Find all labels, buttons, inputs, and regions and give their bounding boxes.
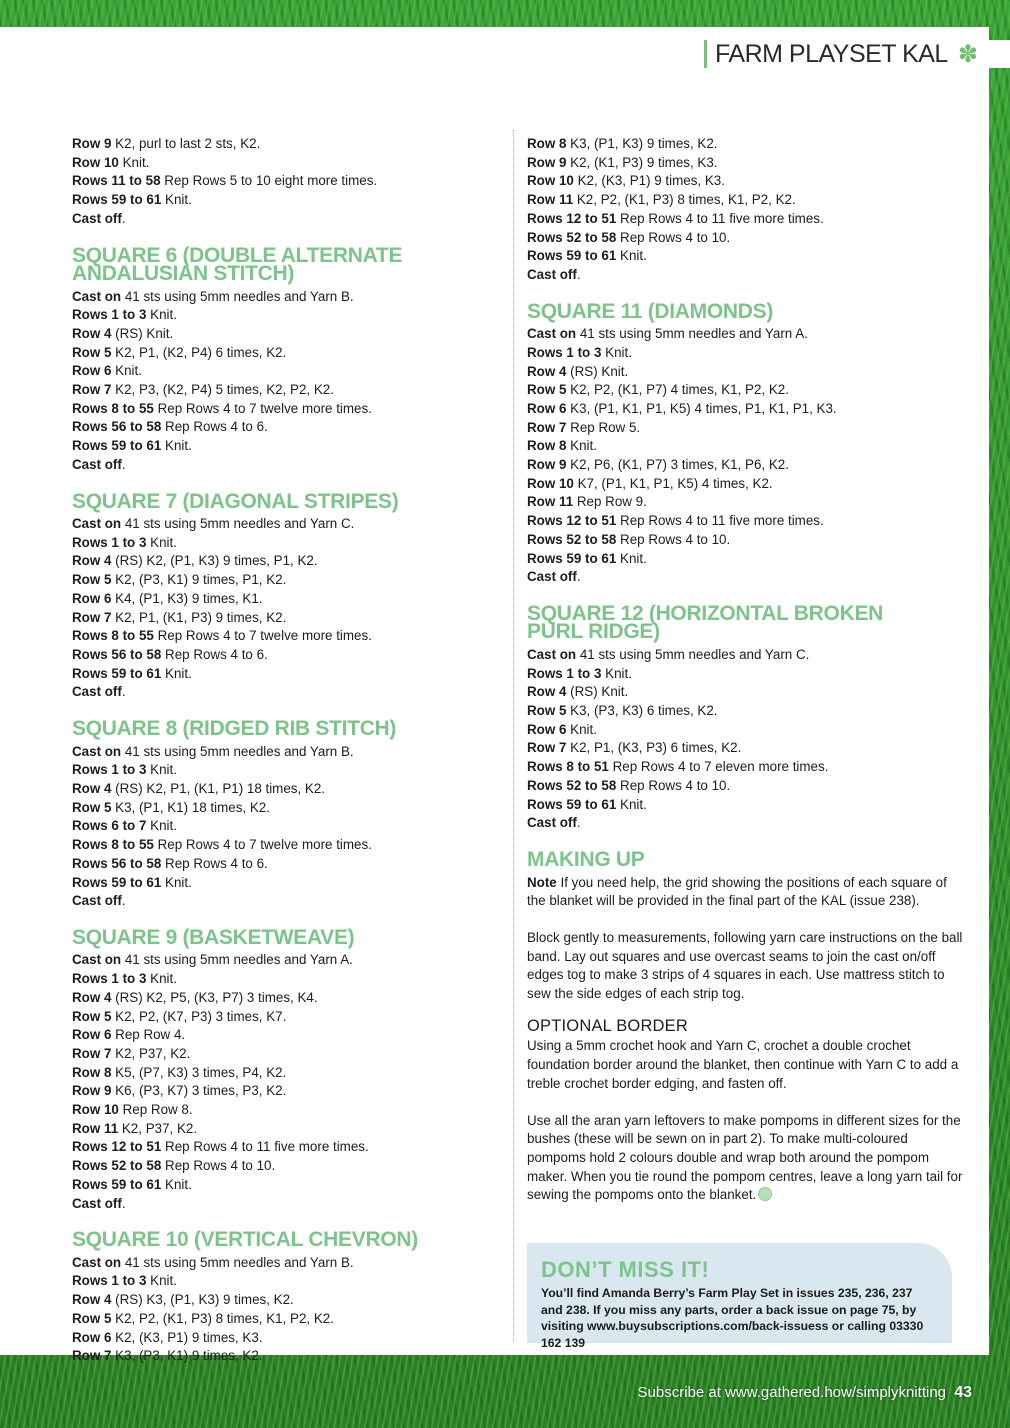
paragraph bbox=[527, 929, 967, 1004]
instruction-label: Rows 59 to 61 bbox=[72, 874, 162, 890]
column-divider bbox=[513, 130, 514, 1342]
instruction-label: Rows 1 to 3 bbox=[72, 534, 147, 550]
instruction-label: Row 10 bbox=[72, 1102, 119, 1118]
instruction-line bbox=[72, 534, 497, 553]
instruction-line bbox=[72, 780, 497, 799]
instruction-text: K6, (P3, K7) 3 times, P3, K2. bbox=[111, 1083, 287, 1099]
instruction-line bbox=[72, 1064, 497, 1083]
instruction-line bbox=[527, 456, 967, 475]
instruction-label: Cast off bbox=[527, 266, 577, 282]
instruction-label: Row 8 bbox=[72, 1064, 112, 1080]
instruction-text: Rep Rows 4 to 11 five more times. bbox=[161, 1139, 369, 1155]
instruction-text: K2, P1, (K3, P3) 6 times, K2. bbox=[566, 740, 742, 756]
instruction-label: Rows 12 to 51 bbox=[527, 210, 617, 226]
instruction-label: Rows 56 to 58 bbox=[72, 646, 162, 662]
section-heading: SQUARE 7 (DIAGONAL STRIPES) bbox=[72, 489, 399, 513]
paragraph-gap bbox=[527, 1094, 967, 1112]
instruction-text: Knit. bbox=[146, 534, 177, 550]
instruction-line bbox=[72, 306, 497, 325]
instruction-text: Block gently to measurements, following yarn care instructions on the ball band. Lay out squares and use overcast seams to join the cast on/off edges tog to make 3 strips of 4 squares in each. Use mattress stitch to sew the side edges of each strip tog. bbox=[527, 929, 963, 1002]
instruction-text: Knit. bbox=[146, 818, 177, 834]
page-footer bbox=[638, 1384, 972, 1402]
instruction-label: Rows 59 to 61 bbox=[72, 438, 162, 454]
instruction-text: Knit. bbox=[161, 874, 192, 890]
instruction-line bbox=[72, 288, 497, 307]
instruction-text: 41 sts using 5mm needles and Yarn C. bbox=[576, 646, 810, 662]
instruction-text: Knit. bbox=[601, 665, 632, 681]
section-header bbox=[704, 40, 1010, 68]
instruction-line bbox=[72, 515, 497, 534]
paragraph bbox=[527, 1037, 967, 1093]
instruction-line bbox=[72, 1254, 497, 1273]
instruction-text: . bbox=[121, 893, 126, 909]
instruction-text: K2, (K1, P3) 9 times, K3. bbox=[566, 154, 718, 170]
section-heading: SQUARE 10 (VERTICAL CHEVRON) bbox=[72, 1228, 418, 1252]
instruction-text: Knit. bbox=[566, 721, 597, 737]
instruction-label: Rows 1 to 3 bbox=[527, 344, 602, 360]
instruction-line bbox=[527, 531, 967, 550]
instruction-text: Rep Rows 4 to 7 twelve more times. bbox=[153, 837, 372, 853]
instruction-line bbox=[72, 799, 497, 818]
instruction-label: Row 7 bbox=[72, 382, 112, 398]
instruction-line bbox=[72, 646, 497, 665]
instruction-text: . bbox=[121, 1195, 126, 1211]
instruction-text: Knit. bbox=[146, 971, 177, 987]
instruction-line bbox=[72, 135, 497, 154]
instruction-label: Row 10 bbox=[72, 154, 119, 170]
instruction-line bbox=[72, 1138, 497, 1157]
instruction-text: Rep Rows 4 to 7 eleven more times. bbox=[608, 759, 829, 775]
instruction-line bbox=[527, 247, 967, 266]
instruction-label: Row 11 bbox=[527, 494, 574, 510]
callout-text: You’ll find Amanda Berry’s Farm Play Set in issues 235, 236, 237 and 238. If you miss any parts, order a back issue on page 75, by visiting www.buysubscriptions.com/back-issuess or calling 03330 162 139 bbox=[541, 1286, 924, 1350]
instruction-text: Knit. bbox=[118, 154, 150, 170]
instruction-line bbox=[527, 777, 967, 796]
instruction-text: K3, (P1, K1, P1, K5) 4 times, P1, K1, P1, K3. bbox=[566, 400, 837, 416]
section-heading: SQUARE 8 (RIDGED RIB STITCH) bbox=[72, 717, 397, 741]
instruction-line bbox=[527, 325, 967, 344]
instruction-label: Rows 12 to 51 bbox=[72, 1139, 162, 1155]
instruction-line bbox=[72, 154, 497, 173]
instruction-line bbox=[527, 796, 967, 815]
instruction-label: Cast off bbox=[72, 210, 122, 226]
instruction-label: Rows 8 to 51 bbox=[527, 759, 609, 775]
instruction-label: Rows 52 to 58 bbox=[527, 777, 617, 793]
instruction-label: Cast off bbox=[72, 1195, 122, 1211]
instruction-label: Row 5 bbox=[72, 344, 112, 360]
instruction-text: Knit. bbox=[161, 192, 192, 208]
instruction-line bbox=[72, 1310, 497, 1329]
instruction-text: K2, (P3, K1) 9 times, P1, K2. bbox=[111, 572, 287, 588]
instruction-label: Rows 52 to 58 bbox=[72, 1158, 162, 1174]
instruction-line bbox=[72, 344, 497, 363]
instruction-text: 41 sts using 5mm needles and Yarn B. bbox=[121, 1254, 354, 1270]
instruction-line bbox=[72, 418, 497, 437]
instruction-label: Row 4 bbox=[527, 363, 567, 379]
instruction-line bbox=[72, 874, 497, 893]
instruction-text: . bbox=[576, 266, 581, 282]
instruction-line bbox=[72, 1045, 497, 1064]
instruction-text: Knit. bbox=[161, 438, 192, 454]
instruction-line bbox=[527, 475, 967, 494]
instruction-text: Knit. bbox=[566, 438, 597, 454]
instruction-text: K2, P2, (K1, P7) 4 times, K1, P2, K2. bbox=[566, 382, 789, 398]
instruction-label: Row 6 bbox=[72, 1027, 112, 1043]
instruction-text: Rep Rows 4 to 10. bbox=[616, 777, 731, 793]
instruction-label: Row 9 bbox=[527, 457, 567, 473]
instruction-text: Rep Rows 4 to 6. bbox=[161, 855, 268, 871]
instruction-line bbox=[527, 739, 967, 758]
section-heading: SQUARE 11 (DIAMONDS) bbox=[527, 299, 774, 323]
instruction-label: Row 6 bbox=[527, 721, 567, 737]
instruction-text: If you need help, the grid showing the positions of each square of the blanket will be provided in the final part of the KAL (issue 238). bbox=[527, 874, 947, 909]
instruction-line bbox=[527, 381, 967, 400]
instruction-label: Row 7 bbox=[72, 1045, 112, 1061]
instruction-line bbox=[527, 550, 967, 569]
instruction-text: Rep Rows 4 to 10. bbox=[616, 229, 731, 245]
instruction-text: K2, P37, K2. bbox=[118, 1120, 198, 1136]
instruction-line bbox=[72, 743, 497, 762]
instruction-label: Rows 1 to 3 bbox=[72, 1273, 147, 1289]
footer-subscribe-text: Subscribe at www.gathered.how/simplyknitting bbox=[637, 1384, 947, 1401]
instruction-text: (RS) Knit. bbox=[566, 684, 629, 700]
instruction-text: (RS) K2, P1, (K1, P1) 18 times, K2. bbox=[111, 780, 326, 796]
instruction-line bbox=[72, 210, 497, 229]
instruction-label: Row 6 bbox=[72, 1329, 112, 1345]
instruction-label: Row 8 bbox=[527, 438, 567, 454]
instruction-label: Rows 1 to 3 bbox=[72, 971, 147, 987]
instruction-line bbox=[527, 154, 967, 173]
paragraph bbox=[527, 874, 967, 911]
instruction-label: Rows 59 to 61 bbox=[527, 796, 617, 812]
instruction-text: Rep Row 9. bbox=[573, 494, 647, 510]
instruction-line bbox=[72, 381, 497, 400]
instruction-text: Rep Rows 5 to 10 eight more times. bbox=[160, 173, 378, 189]
instruction-label: Rows 52 to 58 bbox=[527, 531, 617, 547]
instruction-text: K7, (P1, K1, P1, K5) 4 times, K2. bbox=[573, 475, 773, 491]
instruction-text: . bbox=[121, 684, 126, 700]
instruction-line bbox=[72, 1347, 497, 1366]
instruction-line bbox=[72, 970, 497, 989]
instruction-line bbox=[72, 1082, 497, 1101]
callout-title: DON’T MISS IT! bbox=[541, 1257, 710, 1282]
instruction-line bbox=[72, 590, 497, 609]
page-number: 43 bbox=[954, 1384, 972, 1401]
instruction-label: Cast off bbox=[72, 684, 122, 700]
instruction-line bbox=[527, 814, 967, 833]
instruction-line bbox=[72, 1120, 497, 1139]
instruction-line bbox=[527, 400, 967, 419]
instruction-line bbox=[72, 761, 497, 780]
instruction-text: K2, purl to last 2 sts, K2. bbox=[111, 136, 261, 151]
instruction-label: Row 4 bbox=[72, 989, 112, 1005]
instruction-line bbox=[72, 571, 497, 590]
instruction-label: Rows 52 to 58 bbox=[527, 229, 617, 245]
instruction-label: Rows 1 to 3 bbox=[527, 665, 602, 681]
instruction-text: Rep Rows 4 to 11 five more times. bbox=[616, 513, 824, 529]
instruction-line bbox=[527, 512, 967, 531]
instruction-label: Rows 59 to 61 bbox=[527, 248, 617, 264]
sub-heading: OPTIONAL BORDER bbox=[527, 1016, 688, 1035]
instruction-line bbox=[72, 836, 497, 855]
instruction-line bbox=[72, 191, 497, 210]
instruction-line bbox=[72, 892, 497, 911]
instruction-line bbox=[72, 456, 497, 475]
instruction-label: Cast off bbox=[527, 815, 577, 831]
instruction-text: Knit. bbox=[616, 248, 647, 264]
instruction-text: (RS) K2, P5, (K3, P7) 3 times, K4. bbox=[111, 989, 318, 1005]
instruction-text: Knit. bbox=[161, 1176, 192, 1192]
instruction-text: Knit. bbox=[616, 796, 647, 812]
instruction-line bbox=[527, 665, 967, 684]
instruction-label: Rows 56 to 58 bbox=[72, 419, 162, 435]
instruction-line bbox=[72, 437, 497, 456]
section-heading: MAKING UP bbox=[527, 848, 645, 871]
paragraph bbox=[527, 1112, 967, 1206]
instruction-text: 41 sts using 5mm needles and Yarn A. bbox=[121, 952, 353, 968]
instruction-line bbox=[527, 229, 967, 248]
instruction-text: 41 sts using 5mm needles and Yarn A. bbox=[576, 326, 808, 342]
instruction-line bbox=[527, 437, 967, 456]
instruction-text: K3, (P3, K3) 6 times, K2. bbox=[566, 703, 718, 719]
instruction-line bbox=[72, 609, 497, 628]
instruction-label: Row 11 bbox=[527, 192, 574, 208]
instruction-label: Rows 12 to 51 bbox=[527, 513, 617, 529]
instruction-text: Rep Row 8. bbox=[118, 1102, 193, 1118]
instruction-label: Row 5 bbox=[72, 1310, 112, 1326]
instruction-line bbox=[72, 855, 497, 874]
instruction-text: Knit. bbox=[111, 363, 142, 379]
instruction-label: Row 4 bbox=[72, 325, 112, 341]
instruction-label: Row 5 bbox=[527, 382, 567, 398]
instruction-text: Knit. bbox=[601, 344, 632, 360]
instruction-text: Rep Rows 4 to 7 twelve more times. bbox=[153, 400, 372, 416]
instruction-label: Row 4 bbox=[72, 780, 112, 796]
instruction-text: Rep Rows 4 to 10. bbox=[161, 1158, 276, 1174]
instruction-label: Row 5 bbox=[72, 572, 112, 588]
instruction-line bbox=[527, 210, 967, 229]
instruction-label: Row 5 bbox=[72, 799, 112, 815]
instruction-line bbox=[527, 419, 967, 438]
instruction-label: Cast off bbox=[72, 893, 122, 909]
instruction-label: Row 9 bbox=[527, 154, 567, 170]
instruction-line bbox=[72, 1157, 497, 1176]
instruction-label: Rows 8 to 55 bbox=[72, 400, 154, 416]
instruction-text: Rep Rows 4 to 6. bbox=[161, 646, 268, 662]
instruction-text: K2, P6, (K1, P7) 3 times, K1, P6, K2. bbox=[566, 457, 789, 473]
instruction-text: Knit. bbox=[616, 550, 647, 566]
instruction-line bbox=[527, 266, 967, 285]
instruction-line bbox=[72, 951, 497, 970]
instruction-text: K2, P1, (K1, P3) 9 times, K2. bbox=[111, 609, 287, 625]
instruction-text: Knit. bbox=[146, 307, 177, 323]
instruction-text: . bbox=[576, 815, 581, 831]
section-heading: SQUARE 9 (BASKETWEAVE) bbox=[72, 925, 355, 949]
instruction-label: Row 7 bbox=[72, 1348, 112, 1364]
instruction-text: K2, (K3, P1) 9 times, K3. bbox=[111, 1329, 263, 1345]
instruction-line bbox=[72, 1101, 497, 1120]
instruction-line bbox=[72, 172, 497, 191]
instruction-label: Rows 59 to 61 bbox=[527, 550, 617, 566]
instruction-line bbox=[527, 172, 967, 191]
yarn-ball-icon bbox=[758, 1187, 772, 1201]
instruction-line bbox=[527, 191, 967, 210]
instruction-text: 41 sts using 5mm needles and Yarn C. bbox=[121, 516, 355, 532]
paragraph-gap bbox=[527, 911, 967, 929]
instruction-label: Rows 8 to 55 bbox=[72, 837, 154, 853]
instruction-line bbox=[72, 817, 497, 836]
instruction-line bbox=[527, 344, 967, 363]
instruction-text: Knit. bbox=[161, 665, 192, 681]
instruction-label: Rows 11 to 58 bbox=[72, 173, 161, 189]
instruction-label: Row 10 bbox=[527, 173, 574, 189]
instruction-line bbox=[527, 646, 967, 665]
instruction-label: Rows 59 to 61 bbox=[72, 192, 162, 208]
instruction-text: Knit. bbox=[146, 1273, 177, 1289]
instruction-line bbox=[72, 552, 497, 571]
instruction-line bbox=[72, 325, 497, 344]
instruction-label: Row 4 bbox=[72, 553, 112, 569]
instruction-label: Row 6 bbox=[72, 590, 112, 606]
instruction-line bbox=[72, 362, 497, 381]
clover-icon: ✽ bbox=[957, 40, 978, 68]
instruction-text: K2, (K3, P1) 9 times, K3. bbox=[573, 173, 725, 189]
instruction-line bbox=[72, 989, 497, 1008]
instruction-line bbox=[527, 135, 967, 154]
instruction-label: Row 7 bbox=[72, 609, 112, 625]
section-heading: SQUARE 6 (DOUBLE ALTERNATE ANDALUSIAN STITCH) bbox=[72, 243, 403, 286]
instruction-label: Row 11 bbox=[72, 1120, 119, 1136]
instruction-line bbox=[72, 1291, 497, 1310]
instruction-label: Row 9 bbox=[72, 136, 112, 151]
instruction-line bbox=[72, 1026, 497, 1045]
instruction-label: Row 7 bbox=[527, 419, 567, 435]
instruction-text: K2, P1, (K2, P4) 6 times, K2. bbox=[111, 344, 287, 360]
instruction-label: Cast on bbox=[72, 516, 122, 532]
instruction-label: Rows 8 to 55 bbox=[72, 628, 154, 644]
instruction-label: Cast off bbox=[72, 456, 122, 472]
dont-miss-it-callout bbox=[527, 1243, 952, 1350]
instruction-text: K2, P2, (K7, P3) 3 times, K7. bbox=[111, 1008, 287, 1024]
instruction-label: Row 8 bbox=[527, 136, 567, 151]
section-heading: SQUARE 12 (HORIZONTAL BROKEN PURL RIDGE) bbox=[527, 601, 884, 644]
instruction-text: 41 sts using 5mm needles and Yarn B. bbox=[121, 743, 354, 759]
instruction-text: K3, (P1, K1) 18 times, K2. bbox=[111, 799, 270, 815]
instruction-text: . bbox=[121, 210, 126, 226]
instruction-text: Rep Rows 4 to 11 five more times. bbox=[616, 210, 824, 226]
instruction-text: Use all the aran yarn leftovers to make pompoms in different sizes for the bushes (these will be sewn on in part 2). To make multi-coloured pompoms hold 2 colours double and wrap both around the pompom maker. When you tie round the pompom centres, leave a long yarn tail for sewing the pompoms onto the blanket. bbox=[527, 1112, 963, 1203]
instruction-line bbox=[72, 665, 497, 684]
right-column bbox=[527, 135, 967, 1205]
instruction-label: Note bbox=[527, 874, 557, 890]
instruction-label: Row 6 bbox=[72, 363, 112, 379]
instruction-text: K4, (P1, K3) 9 times, K1. bbox=[111, 590, 263, 606]
instruction-label: Cast on bbox=[72, 1254, 122, 1270]
instruction-label: Rows 1 to 3 bbox=[72, 307, 147, 323]
instruction-label: Cast on bbox=[72, 288, 122, 304]
instruction-label: Row 6 bbox=[527, 400, 567, 416]
instruction-label: Cast on bbox=[527, 646, 577, 662]
instruction-text: K2, P2, (K1, P3) 8 times, K1, P2, K2. bbox=[111, 1310, 334, 1326]
instruction-line bbox=[72, 683, 497, 702]
instruction-line bbox=[72, 1008, 497, 1027]
instruction-text: (RS) Knit. bbox=[111, 325, 174, 341]
instruction-text: . bbox=[121, 456, 126, 472]
instruction-text: K5, (P7, K3) 3 times, P4, K2. bbox=[111, 1064, 287, 1080]
instruction-line bbox=[72, 1176, 497, 1195]
instruction-text: (RS) K3, (P1, K3) 9 times, K2. bbox=[111, 1292, 294, 1308]
instruction-line bbox=[72, 627, 497, 646]
instruction-text: K3, (P1, K3) 9 times, K2. bbox=[566, 136, 718, 151]
instruction-label: Rows 6 to 7 bbox=[72, 818, 147, 834]
instruction-label: Row 4 bbox=[527, 684, 567, 700]
instruction-line bbox=[527, 683, 967, 702]
instruction-line bbox=[72, 1195, 497, 1214]
instruction-text: Rep Row 5. bbox=[566, 419, 641, 435]
instruction-line bbox=[72, 1329, 497, 1348]
instruction-text: K2, P37, K2. bbox=[111, 1045, 191, 1061]
instruction-line bbox=[72, 1272, 497, 1291]
instruction-text: Rep Rows 4 to 10. bbox=[616, 531, 731, 547]
instruction-text: 41 sts using 5mm needles and Yarn B. bbox=[121, 288, 354, 304]
left-column bbox=[72, 135, 497, 1366]
instruction-label: Rows 59 to 61 bbox=[72, 665, 162, 681]
instruction-text: Rep Rows 4 to 7 twelve more times. bbox=[153, 628, 372, 644]
instruction-text: Using a 5mm crochet hook and Yarn C, crochet a double crochet foundation border around the blanket, then continue with Yarn C to add a treble crochet border edging, and fasten off. bbox=[527, 1038, 959, 1091]
instruction-label: Cast off bbox=[527, 569, 577, 585]
instruction-label: Row 5 bbox=[527, 703, 567, 719]
instruction-label: Rows 59 to 61 bbox=[72, 1176, 162, 1192]
instruction-line bbox=[527, 758, 967, 777]
instruction-text: K2, P3, (K2, P4) 5 times, K2, P2, K2. bbox=[111, 382, 334, 398]
instruction-text: K2, P2, (K1, P3) 8 times, K1, P2, K2. bbox=[573, 192, 796, 208]
instruction-line bbox=[527, 568, 967, 587]
instruction-line bbox=[527, 493, 967, 512]
instruction-text: . bbox=[576, 569, 581, 585]
instruction-text: (RS) K2, (P1, K3) 9 times, P1, K2. bbox=[111, 553, 318, 569]
instruction-label: Rows 1 to 3 bbox=[72, 762, 147, 778]
instruction-label: Row 5 bbox=[72, 1008, 112, 1024]
instruction-text: Rep Row 4. bbox=[111, 1027, 186, 1043]
instruction-label: Cast on bbox=[72, 952, 122, 968]
instruction-label: Row 4 bbox=[72, 1292, 112, 1308]
instruction-label: Row 7 bbox=[527, 740, 567, 756]
instruction-line bbox=[72, 400, 497, 419]
instruction-label: Row 10 bbox=[527, 475, 574, 491]
instruction-label: Row 9 bbox=[72, 1083, 112, 1099]
instruction-label: Rows 56 to 58 bbox=[72, 855, 162, 871]
instruction-text: (RS) Knit. bbox=[566, 363, 629, 379]
instruction-text: Knit. bbox=[146, 762, 177, 778]
instruction-label: Cast on bbox=[527, 326, 577, 342]
instruction-text: Rep Rows 4 to 6. bbox=[161, 419, 268, 435]
instruction-line bbox=[527, 702, 967, 721]
section-title: FARM PLAYSET KAL bbox=[715, 39, 948, 68]
instruction-line bbox=[527, 721, 967, 740]
instruction-label: Cast on bbox=[72, 743, 122, 759]
instruction-line bbox=[527, 363, 967, 382]
instruction-text: K3, (P3, K1) 9 times, K2. bbox=[111, 1348, 263, 1364]
